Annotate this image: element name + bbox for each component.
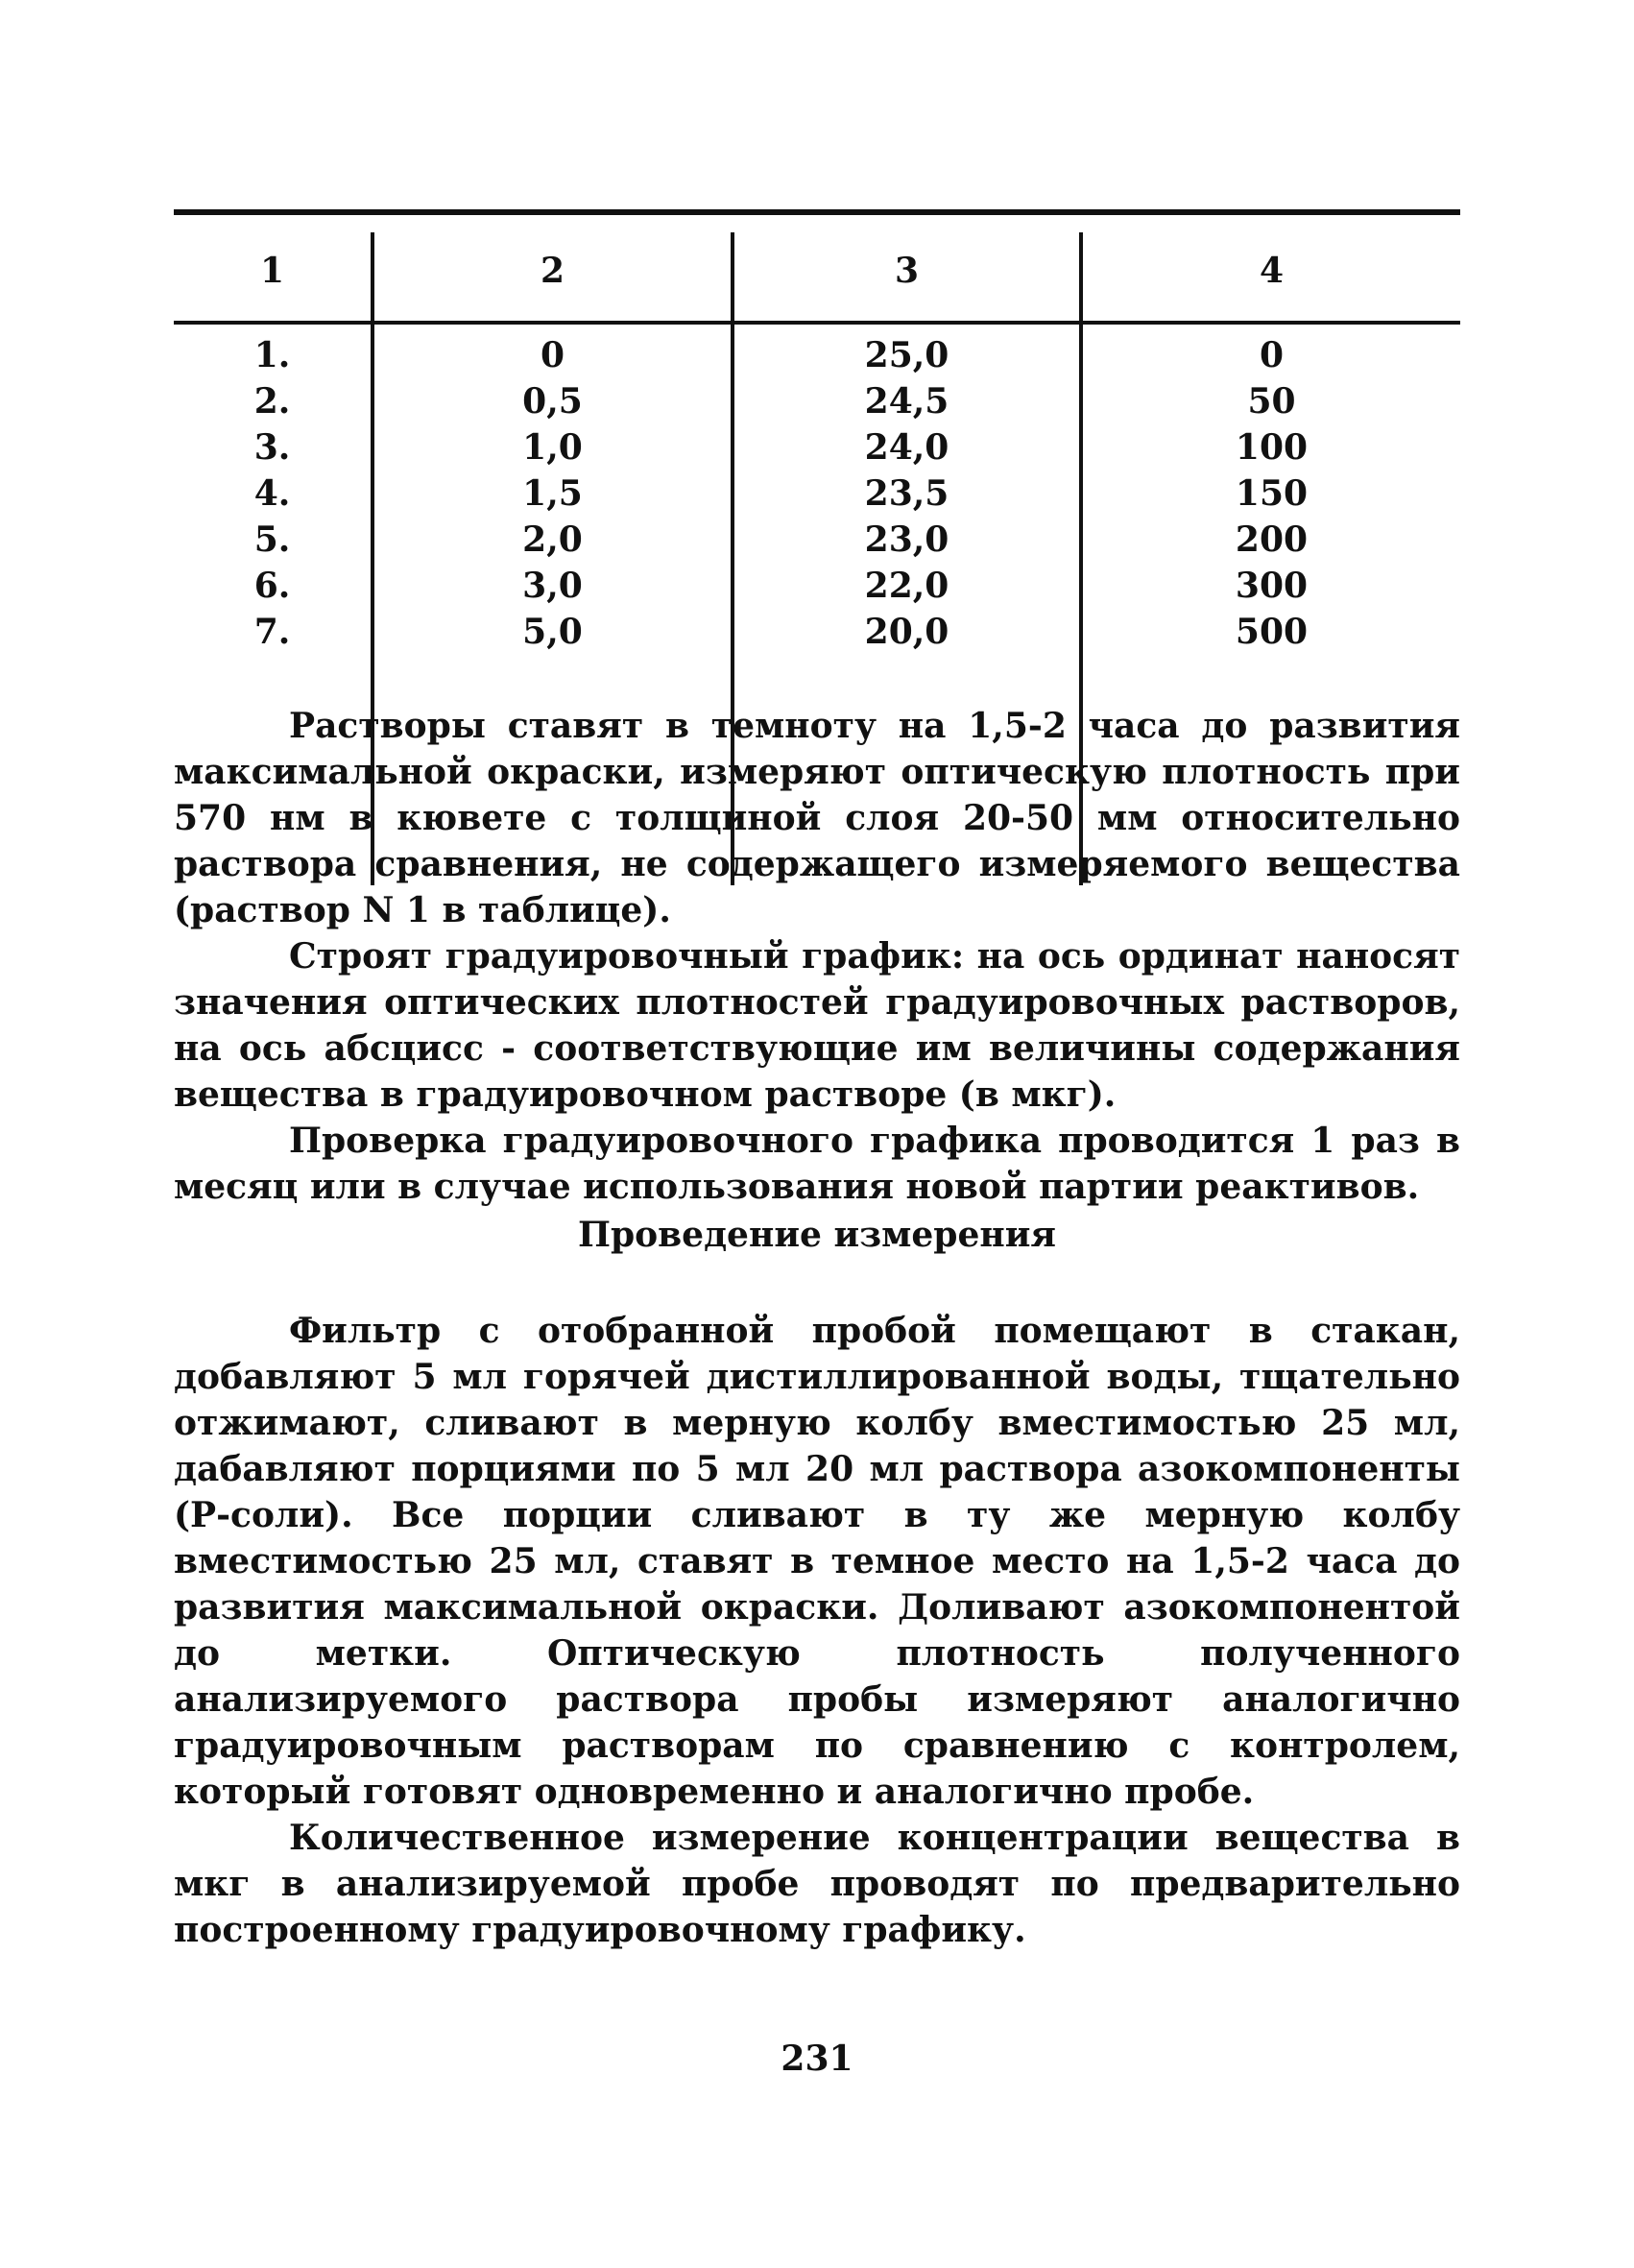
table-cell: 25,0	[864, 335, 949, 375]
table-row	[174, 609, 1460, 655]
table-cell: 200	[1235, 519, 1309, 560]
table-row	[174, 332, 1460, 378]
table-cell: 23,5	[864, 473, 949, 514]
body-text-block	[174, 703, 1460, 1210]
table-cell: 50	[1247, 381, 1296, 422]
table-cell: 7.	[253, 612, 291, 652]
table-cell: 100	[1235, 427, 1309, 468]
table-cell: 500	[1235, 612, 1309, 652]
paragraph: Растворы ставят в темноту на 1,5-2 часа до развития максимальной окраски, измеряют оптическую плотность при 570 нм в кювете с толщиной слоя 20-50 мм относительно раствора сравнения, не содержащего измеряемого вещества (раствор N 1 в таблице).	[174, 706, 1460, 930]
table-cell: 0	[1259, 335, 1285, 375]
table-row	[174, 563, 1460, 609]
paragraph: Фильтр с отобранной пробой помещают в стакан, добавляют 5 мл горячей дистиллированной воды, тщательно отжимают, сливают в мерную колбу вместимостью 25 мл, дабавляют порциями по 5 мл 20 мл раствора азокомпоненты (Р-соли). Все порции сливают в ту же мерную колбу вместимостью 25 мл, ставят в темное место на 1,5-2 часа до развития максимальной окраски. Доливают азокомпонентой до метки. Оптическую плотность полученного анализируемого раствора пробы измеряют аналогично градуировочным растворам по сравнению с контролем, который готовят одновременно и аналогично пробе.	[174, 1311, 1460, 1812]
table-cell: 6.	[253, 566, 291, 606]
table-header-row	[174, 238, 1460, 315]
table-cell: 1,0	[522, 427, 583, 468]
table-cell: 24,5	[864, 381, 949, 422]
table-cell: 0	[540, 335, 565, 375]
table-row	[174, 378, 1460, 424]
table-cell: 23,0	[864, 519, 949, 560]
table-header-cell: 3	[894, 251, 920, 291]
table-cell: 0,5	[522, 381, 583, 422]
section-heading: Проведение измерения	[577, 1215, 1057, 1255]
table-cell: 5.	[253, 519, 291, 560]
table-cell: 2.	[253, 381, 291, 422]
table-cell: 1.	[253, 335, 291, 375]
page-number: 231	[781, 2039, 853, 2079]
table-cell: 20,0	[864, 612, 949, 652]
table-cell: 3.	[253, 427, 291, 468]
paragraph: Проверка градуировочного графика проводится 1 раз в месяц или в случае использования новой партии реактивов.	[174, 1121, 1460, 1207]
table-header-cell: 2	[540, 251, 565, 291]
table-cell: 22,0	[864, 566, 949, 606]
table-cell: 1,5	[522, 473, 583, 514]
body-text-block	[174, 1308, 1460, 1953]
table-header-cell: 1	[259, 251, 285, 291]
table-cell: 2,0	[522, 519, 583, 560]
table-row	[174, 517, 1460, 563]
table-cell: 300	[1235, 566, 1309, 606]
table-top-rule	[174, 209, 1460, 215]
table-body	[174, 332, 1460, 655]
table-cell: 3,0	[522, 566, 583, 606]
table-cell: 4.	[253, 473, 291, 514]
table-header-rule	[174, 321, 1460, 325]
paragraph: Количественное измерение концентрации вещества в мкг в анализируемой пробе проводят по предварительно построенному градуировочному графику.	[174, 1818, 1460, 1950]
table-header-cell: 4	[1259, 251, 1285, 291]
table-cell: 24,0	[864, 427, 949, 468]
paragraph: Строят градуировочный график: на ось ординат наносят значения оптических плотностей градуировочных растворов, на ось абсцисс - соответствующие им величины содержания вещества в градуировочном растворе (в мкг).	[174, 936, 1460, 1115]
table-cell: 5,0	[522, 612, 583, 652]
table-row	[174, 424, 1460, 470]
table-row	[174, 470, 1460, 517]
table-cell: 150	[1235, 473, 1309, 514]
